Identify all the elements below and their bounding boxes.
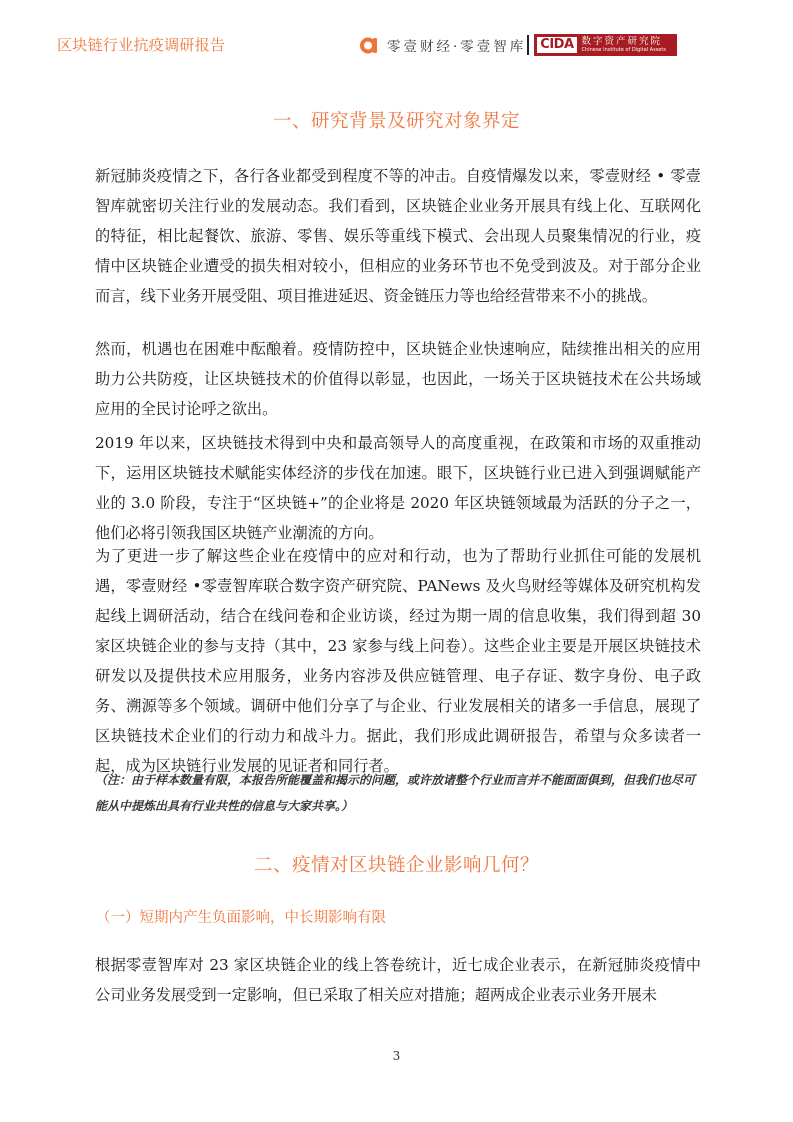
brand-divider xyxy=(527,35,529,55)
paragraph: 然而，机遇也在困难中酝酿着。疫情防控中，区块链企业快速响应，陆续推出相关的应用助力公共防疫，让区块链技术的价值得以彰显，也因此，一场关于区块链技术在公共场域应用的全民讨论呼之欲出。 xyxy=(95,340,701,418)
note-text: （注：由于样本数量有限，本报告所能覆盖和揭示的问题，或许放诸整个行业而言并不能面面俱到，但我们也尽可能从中提炼出具有行业共性的信息与大家共享。） xyxy=(95,773,696,813)
brand-text: 零壹财经·零壹智库 xyxy=(387,39,527,55)
brand-logos xyxy=(359,32,677,58)
subsection-title: （一）短期内产生负面影响，中长期影响有限 xyxy=(96,910,386,926)
paragraph: 2019 年以来，区块链技术得到中央和最高领导人的高度重视，在政策和市场的双重推动下，运用区块链技术赋能实体经济的步伐在加速。眼下，区块链行业已进入到强调赋能产业的 3.0 阶段，专注于“区块链+”的企业将是 2020 年区块链领域最为活跃的分子之一，他们必将引领我国区块链产业潮流的方向。 xyxy=(95,434,701,542)
paragraph: 根据零壹智库对 23 家区块链企业的线上答卷统计，近七成企业表示，在新冠肺炎疫情中公司业务发展受到一定影响，但已采取了相关应对措施；超两成企业表示业务开展未 xyxy=(95,956,701,1004)
section-title-2: 二、疫情对区块链企业影响几何？ xyxy=(253,855,539,876)
page-number: 3 xyxy=(392,1049,401,1063)
lingyi-logo-icon xyxy=(359,35,379,55)
cida-name-en: Chinese Institute of Digital Assets xyxy=(581,47,666,54)
cida-mark: CIDA xyxy=(537,37,576,53)
cida-logo xyxy=(534,34,677,56)
report-title: 区块链行业抗疫调研报告 xyxy=(57,36,226,54)
cida-text xyxy=(582,37,666,54)
page-header xyxy=(0,32,793,60)
cida-name-cn: 数字资产研究院 xyxy=(581,35,663,47)
paragraph: 新冠肺炎疫情之下，各行各业都受到程度不等的冲击。自疫情爆发以来，零壹财经 • 零壹智库就密切关注行业的发展动态。我们看到，区块链企业业务开展具有线上化、互联网化的特征，相比起餐饮、旅游、零售、娱乐等重线下模式、会出现人员聚集情况的行业，疫情中区块链企业遭受的损失相对较小，但相应的业务环节也不免受到波及。对于部分企业而言，线下业务开展受阻、项目推进延迟、资金链压力等也给经营带来不小的挑战。 xyxy=(95,167,701,305)
section-title-1: 一、研究背景及研究对象界定 xyxy=(272,111,520,132)
paragraph: 为了更进一步了解这些企业在疫情中的应对和行动，也为了帮助行业抓住可能的发展机遇，零壹财经 •零壹智库联合数字资产研究院、PANews 及火鸟财经等媒体及研究机构发起线上调研活动，结合在线问卷和企业访谈，经过为期一周的信息收集，我们得到超 30 家区块链企业的参与支持（其中，23 家参与线上问卷）。这些企业主要是开展区块链技术研发以及提供技术应用服务，业务内容涉及供应链管理、电子存证、数字身份、电子政务、溯源等多个领域。调研中他们分享了与企业、行业发展相关的诸多一手信息，展现了区块链技术企业们的行动力和战斗力。据此，我们形成此调研报告，希望与众多读者一起，成为区块链行业发展的见证者和同行者。 xyxy=(95,547,701,775)
